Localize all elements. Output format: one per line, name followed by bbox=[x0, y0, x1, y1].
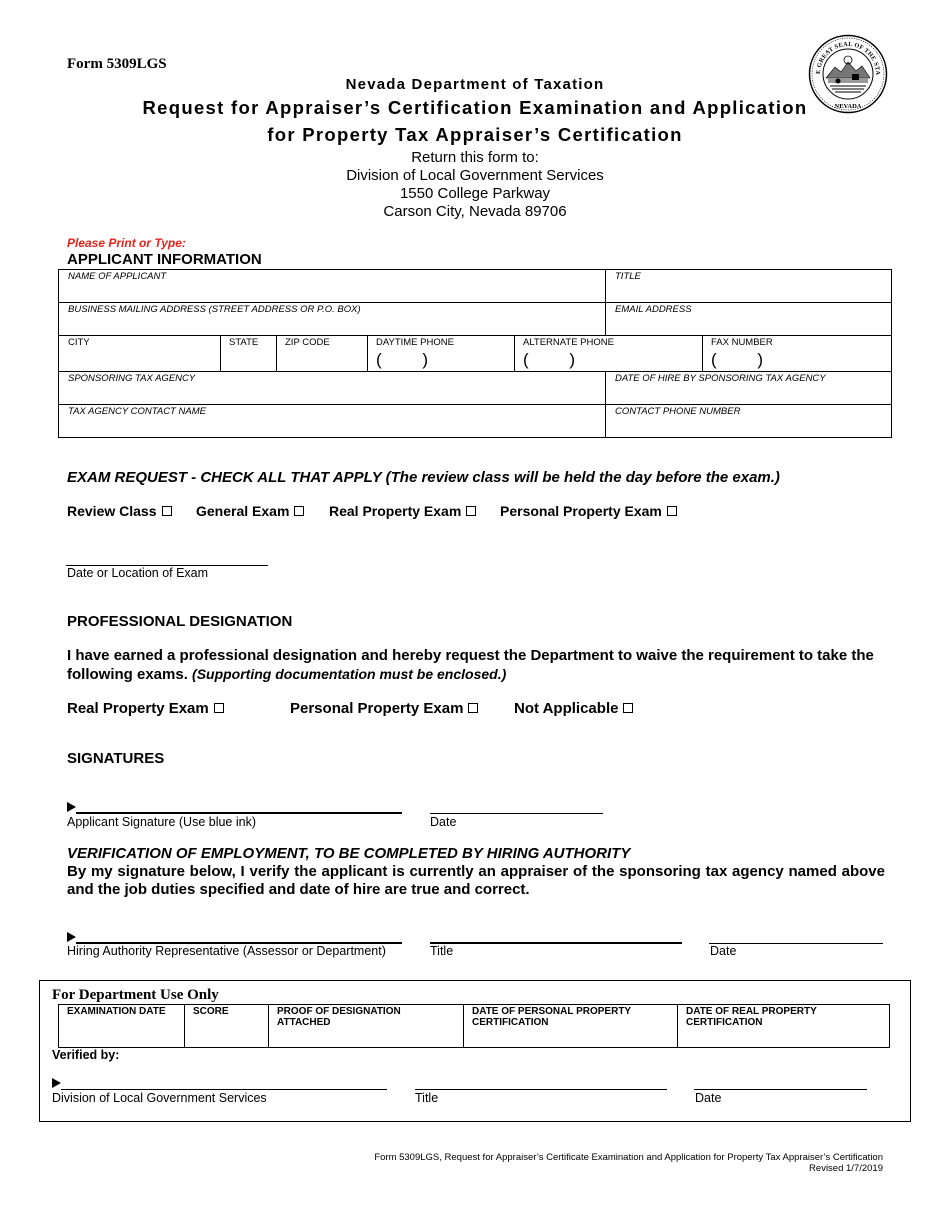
checkbox[interactable] bbox=[623, 703, 633, 713]
title-label: TITLE bbox=[615, 271, 641, 282]
hiring-title-line[interactable] bbox=[430, 942, 682, 944]
checkbox[interactable] bbox=[294, 506, 304, 516]
prof-real-property-option[interactable] bbox=[67, 700, 224, 717]
city-label: CITY bbox=[68, 337, 90, 348]
return-address-line: Return this form to: bbox=[411, 149, 539, 166]
option-label: General Exam bbox=[196, 503, 290, 519]
exam-date-label: Date or Location of Exam bbox=[67, 566, 209, 580]
state-field[interactable] bbox=[221, 336, 277, 372]
division-label: Division of Local Government Services bbox=[52, 1091, 267, 1105]
division-title-line[interactable] bbox=[415, 1089, 667, 1090]
address-field[interactable] bbox=[59, 303, 606, 336]
checkbox[interactable] bbox=[468, 703, 478, 713]
option-label: Real Property Exam bbox=[329, 503, 462, 519]
verified-by-label: Verified by: bbox=[52, 1048, 120, 1062]
checkbox[interactable] bbox=[667, 506, 677, 516]
department-use-heading: For Department Use Only bbox=[52, 987, 219, 1003]
phone-parens: ( ) bbox=[376, 350, 447, 369]
sponsoring-agency-field[interactable] bbox=[59, 372, 606, 405]
hiring-title-label: Title bbox=[430, 944, 454, 958]
form-title-line-2: for Property Tax Appraiser’s Certification bbox=[267, 124, 683, 145]
applicant-info-table bbox=[58, 269, 892, 438]
svg-text:NEVADA: NEVADA bbox=[834, 103, 862, 110]
option-label: Personal Property Exam bbox=[500, 503, 662, 519]
division-signature-line[interactable] bbox=[61, 1089, 387, 1090]
arrow-icon bbox=[67, 932, 76, 942]
professional-statement: I have earned a professional designation and hereby request the Department to waive the requirement to take the following exams. bbox=[67, 647, 874, 683]
proof-column: PROOF OF DESIGNATION ATTACHED bbox=[269, 1005, 464, 1047]
applicant-signature-line[interactable] bbox=[76, 812, 402, 814]
zip-field[interactable] bbox=[277, 336, 368, 372]
hire-date-label: DATE OF HIRE BY SPONSORING TAX AGENCY bbox=[615, 373, 826, 384]
return-address-line: Division of Local Government Services bbox=[346, 167, 604, 184]
hiring-rep-label: Hiring Authority Representative (Assessor or Department) bbox=[67, 944, 386, 958]
applicant-info-heading: APPLICANT INFORMATION bbox=[67, 251, 262, 268]
division-date-line[interactable] bbox=[694, 1089, 867, 1090]
exam-request-heading: EXAM REQUEST - CHECK ALL THAT APPLY (The review class will be held the day before the exam.) bbox=[67, 469, 780, 486]
applicant-date-line[interactable] bbox=[430, 813, 603, 814]
state-label: STATE bbox=[229, 337, 259, 348]
email-field[interactable] bbox=[606, 303, 891, 336]
score-column: SCORE bbox=[185, 1005, 269, 1047]
footer-revision: Revised 1/7/2019 bbox=[809, 1163, 883, 1174]
department-name: Nevada Department of Taxation bbox=[345, 76, 605, 93]
personal-cert-date-column: DATE OF PERSONAL PROPERTY CERTIFICATION bbox=[464, 1005, 678, 1047]
professional-designation-heading: PROFESSIONAL DESIGNATION bbox=[67, 613, 293, 630]
city-field[interactable] bbox=[59, 336, 221, 372]
prof-personal-property-option[interactable] bbox=[290, 700, 478, 717]
signatures-heading: SIGNATURES bbox=[67, 750, 165, 767]
name-field[interactable] bbox=[59, 270, 606, 303]
email-label: EMAIL ADDRESS bbox=[615, 304, 692, 315]
arrow-icon bbox=[52, 1078, 61, 1088]
arrow-icon bbox=[67, 802, 76, 812]
form-title-line-1: Request for Appraiser’s Certification Examination and Application bbox=[142, 97, 808, 118]
daytime-phone-label: DAYTIME PHONE bbox=[376, 337, 454, 348]
option-label: Not Applicable bbox=[514, 700, 619, 717]
department-use-table bbox=[58, 1004, 890, 1048]
applicant-signature-label: Applicant Signature (Use blue ink) bbox=[67, 815, 256, 829]
daytime-phone-field[interactable] bbox=[368, 336, 515, 372]
contact-phone-label: CONTACT PHONE NUMBER bbox=[615, 406, 741, 417]
documentation-note: (Supporting documentation must be enclosed.) bbox=[192, 666, 507, 682]
division-date-label: Date bbox=[695, 1091, 722, 1105]
option-label: Real Property Exam bbox=[67, 700, 209, 717]
verification-statement: By my signature below, I verify the applicant is currently an appraiser of the sponsoring tax agency named above and the job duties specified and date of hire are true and correct. bbox=[67, 863, 885, 898]
applicant-date-label: Date bbox=[430, 815, 457, 829]
not-applicable-option[interactable] bbox=[514, 700, 633, 717]
checkbox[interactable] bbox=[162, 506, 172, 516]
division-title-label: Title bbox=[415, 1091, 439, 1105]
option-label: Review Class bbox=[67, 503, 157, 519]
personal-property-exam-option[interactable] bbox=[500, 503, 677, 519]
phone-parens: ( ) bbox=[711, 350, 782, 369]
review-class-option[interactable] bbox=[67, 503, 172, 519]
hire-date-field[interactable] bbox=[606, 372, 891, 405]
address-label: BUSINESS MAILING ADDRESS (STREET ADDRESS OR P.O. BOX) bbox=[68, 304, 361, 315]
real-cert-date-column: DATE OF REAL PROPERTY CERTIFICATION bbox=[686, 1006, 817, 1028]
print-instruction: Please Print or Type: bbox=[67, 236, 186, 250]
exam-date-column: EXAMINATION DATE bbox=[59, 1005, 185, 1047]
return-address-line: 1550 College Parkway bbox=[399, 185, 551, 202]
name-label: NAME OF APPLICANT bbox=[68, 271, 167, 282]
real-property-exam-option[interactable] bbox=[329, 503, 476, 519]
alternate-phone-label: ALTERNATE PHONE bbox=[523, 337, 614, 348]
fax-field[interactable] bbox=[703, 336, 891, 372]
zip-label: ZIP CODE bbox=[285, 337, 330, 348]
verification-heading: VERIFICATION OF EMPLOYMENT, TO BE COMPLETED BY HIRING AUTHORITY bbox=[67, 845, 631, 862]
contact-name-field[interactable] bbox=[59, 405, 606, 437]
option-label: Personal Property Exam bbox=[290, 700, 464, 717]
checkbox[interactable] bbox=[214, 703, 224, 713]
general-exam-option[interactable] bbox=[196, 503, 304, 519]
phone-parens: ( ) bbox=[523, 350, 594, 369]
contact-phone-field[interactable] bbox=[606, 405, 891, 437]
form-number: Form 5309LGS bbox=[67, 56, 167, 72]
professional-designation-text bbox=[67, 647, 887, 684]
title-field[interactable] bbox=[606, 270, 891, 303]
alternate-phone-field[interactable] bbox=[515, 336, 703, 372]
sponsoring-agency-label: SPONSORING TAX AGENCY bbox=[68, 373, 196, 384]
return-address-line: Carson City, Nevada 89706 bbox=[383, 203, 567, 220]
svg-text:THE GREAT SEAL OF THE STATE: E GREAT SEAL OF THE STA bbox=[814, 40, 882, 75]
fax-label: FAX NUMBER bbox=[711, 337, 773, 348]
hiring-date-label: Date bbox=[710, 944, 737, 958]
checkbox[interactable] bbox=[466, 506, 476, 516]
footer-form-title: Form 5309LGS, Request for Appraiser’s Certificate Examination and Application for Property Tax Appraiser’s Certification bbox=[374, 1152, 883, 1163]
contact-name-label: TAX AGENCY CONTACT NAME bbox=[68, 406, 206, 417]
